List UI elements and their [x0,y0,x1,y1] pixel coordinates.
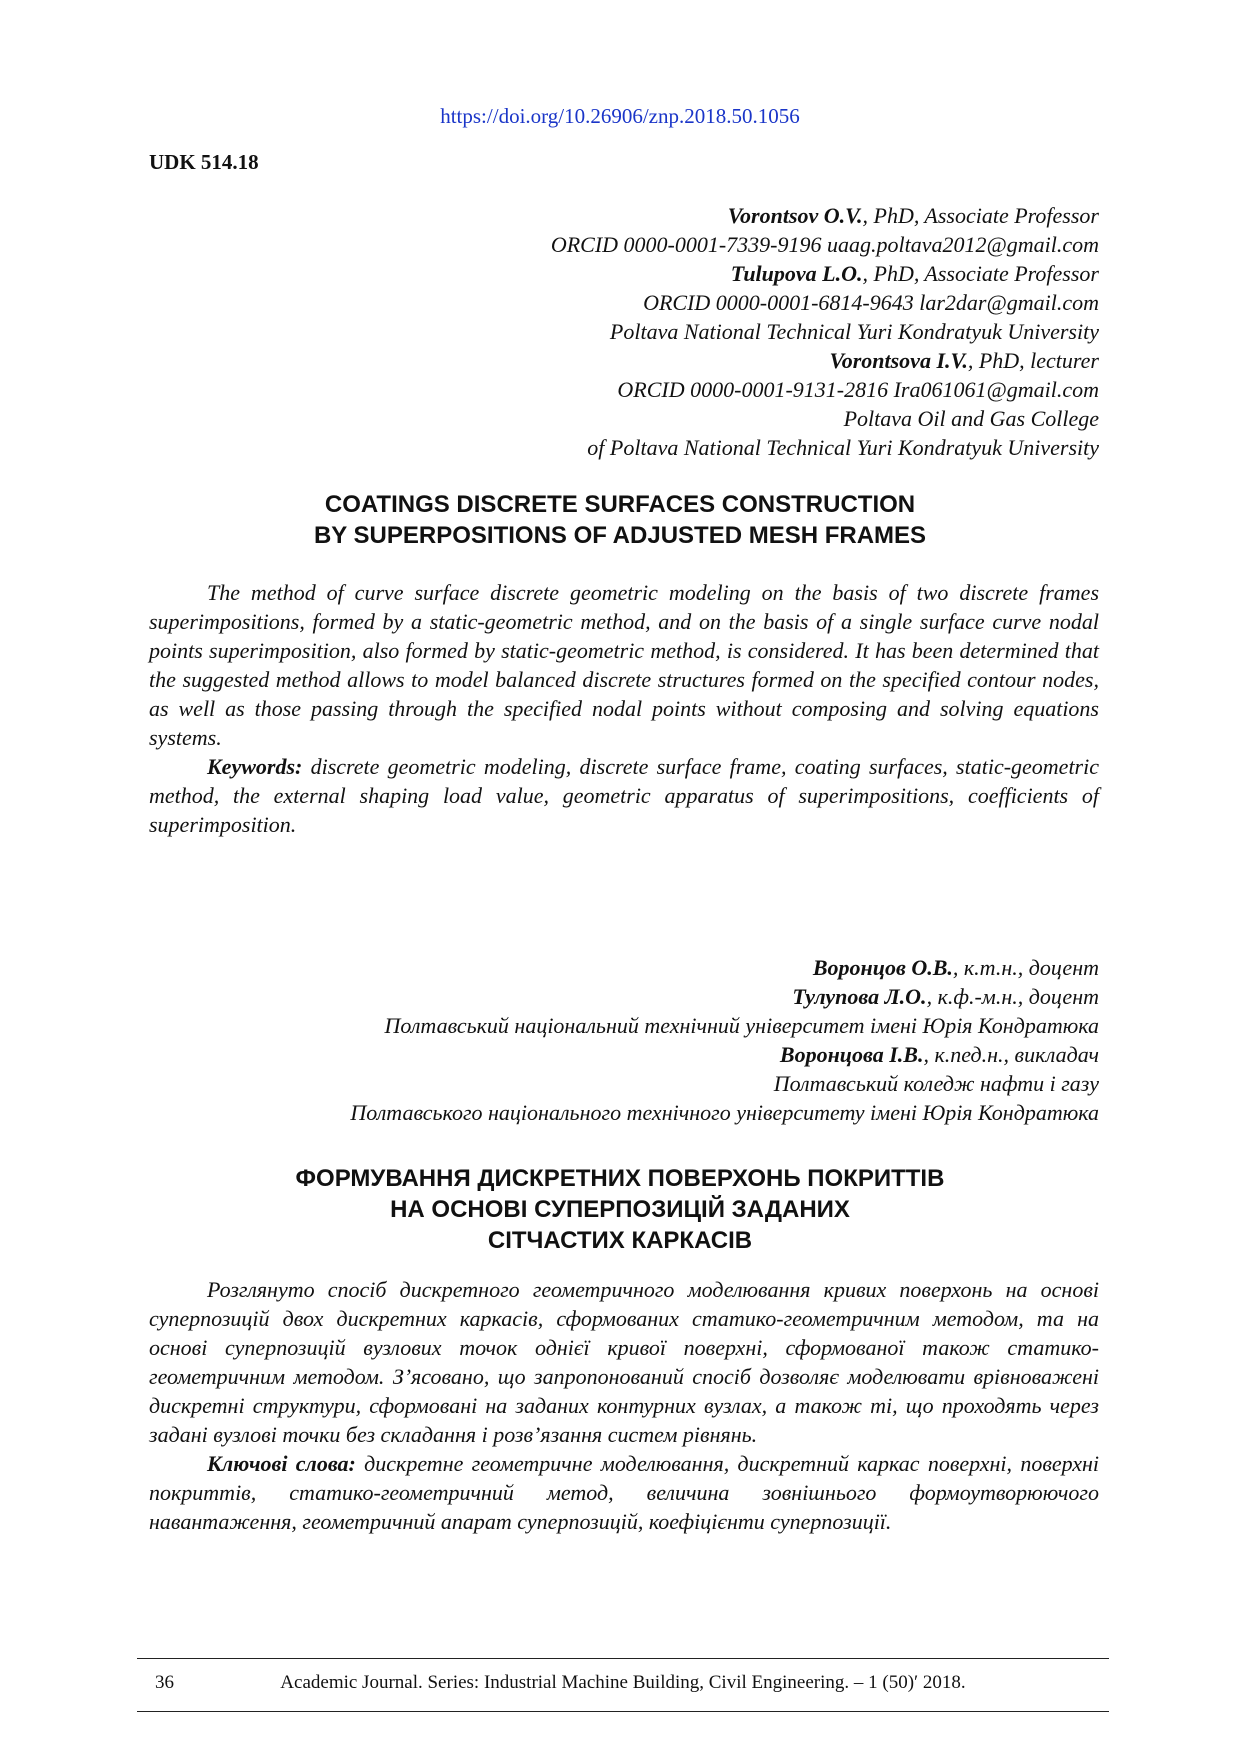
abstract-en [149,578,1099,839]
udk-code: UDK 514.18 [149,150,259,174]
author-line: Poltava Oil and Gas College [843,406,1099,431]
author-line: Poltava National Technical Yuri Kondratyuk University [609,319,1099,344]
page-footer [137,1658,1109,1712]
author-line: Vorontsova I.V., PhD, lecturer [829,348,1099,373]
keywords-text: discrete geometric modeling, discrete surface frame, coating surfaces, static-geometric method, the external shaping load value, geometric apparatus of superimpositions, coefficients of superimposition. [149,754,1099,837]
doi-link[interactable]: https://doi.org/10.26906/znp.2018.50.1056 [440,104,800,128]
keywords-label: Keywords: [207,754,303,779]
keywords-paragraph [149,752,1099,839]
abstract-body: Розглянуто спосіб дискретного геометричного моделювання кривих поверхонь на основі суперпозицій двох дискретних каркасів, сформованих статико-геометричним методом, та на основі суперпозицій вузлових точок однієї кривої поверхні, сформованої також статико-геометричним методом. З’ясовано, що запропонований спосіб дозволяє моделювати врівноважені дискретні структури, сформовані на заданих контурних вузлах, а також ті, що проходять через задані вузлові точки без складання і розв’язання систем рівнянь. [149,1277,1099,1447]
paper-title-en [0,489,1240,551]
title-line: СІТЧАСТИХ КАРКАСІВ [487,1227,753,1254]
author-line: ORCID 0000-0001-9131-2816 Ira061061@gmail.com [617,377,1099,402]
journal-title: Academic Journal. Series: Industrial Machine Building, Civil Engineering. – 1 (50)′ 2018. [280,1672,966,1693]
authors-en [551,201,1099,462]
author-line: Полтавський національний технічний університет імені Юрія Кондратюка [384,1013,1099,1038]
paper-title-ua [0,1163,1240,1256]
author-line: Тулупова Л.О., к.ф.-м.н., доцент [792,984,1099,1009]
author-line: ORCID 0000-0001-6814-9643 lar2dar@gmail.com [643,290,1099,315]
title-line: ФОРМУВАННЯ ДИСКРЕТНИХ ПОВЕРХОНЬ ПОКРИТТІВ [295,1165,945,1192]
author-line: Tulupova L.O., PhD, Associate Professor [730,261,1099,286]
abstract-body: The method of curve surface discrete geometric modeling on the basis of two discrete frames superimpositions, formed by a static-geometric method, and on the basis of a single surface curve nodal points superimposition, also formed by static-geometric method, is considered. It has been determined that the suggested method allows to model balanced discrete structures formed on the specified contour nodes, as well as those passing through the specified nodal points without composing and solving equations systems. [149,580,1099,750]
author-line: ORCID 0000-0001-7339-9196 uaag.poltava2012@gmail.com [550,232,1099,257]
authors-ua [350,953,1099,1127]
keywords-label: Ключові слова: [207,1451,356,1476]
title-line: COATINGS DISCRETE SURFACES CONSTRUCTION [324,491,916,518]
keywords-text: дискретне геометричне моделювання, дискретний каркас поверхні, поверхні покриттів, статико-геометричний метод, величина зовнішнього формоутворюючого навантаження, геометричний апарат суперпозицій, коефіцієнти суперпозиції. [149,1451,1099,1534]
author-line: of Poltava National Technical Yuri Kondratyuk University [587,435,1099,460]
author-line: Полтавського національного технічного університету імені Юрія Кондратюка [350,1100,1099,1125]
page-number: 36 [155,1672,174,1693]
abstract-ua [149,1275,1099,1536]
author-line: Воронцов О.В., к.т.н., доцент [812,955,1099,980]
title-line: НА ОСНОВІ СУПЕРПОЗИЦІЙ ЗАДАНИХ [390,1196,850,1223]
keywords-paragraph [149,1449,1099,1536]
title-line: BY SUPERPOSITIONS OF ADJUSTED MESH FRAMES [313,522,927,549]
author-line: Полтавський коледж нафти і газу [773,1071,1099,1096]
author-line: Vorontsov O.V., PhD, Associate Professor [727,203,1099,228]
author-line: Воронцова І.В., к.пед.н., викладач [779,1042,1099,1067]
